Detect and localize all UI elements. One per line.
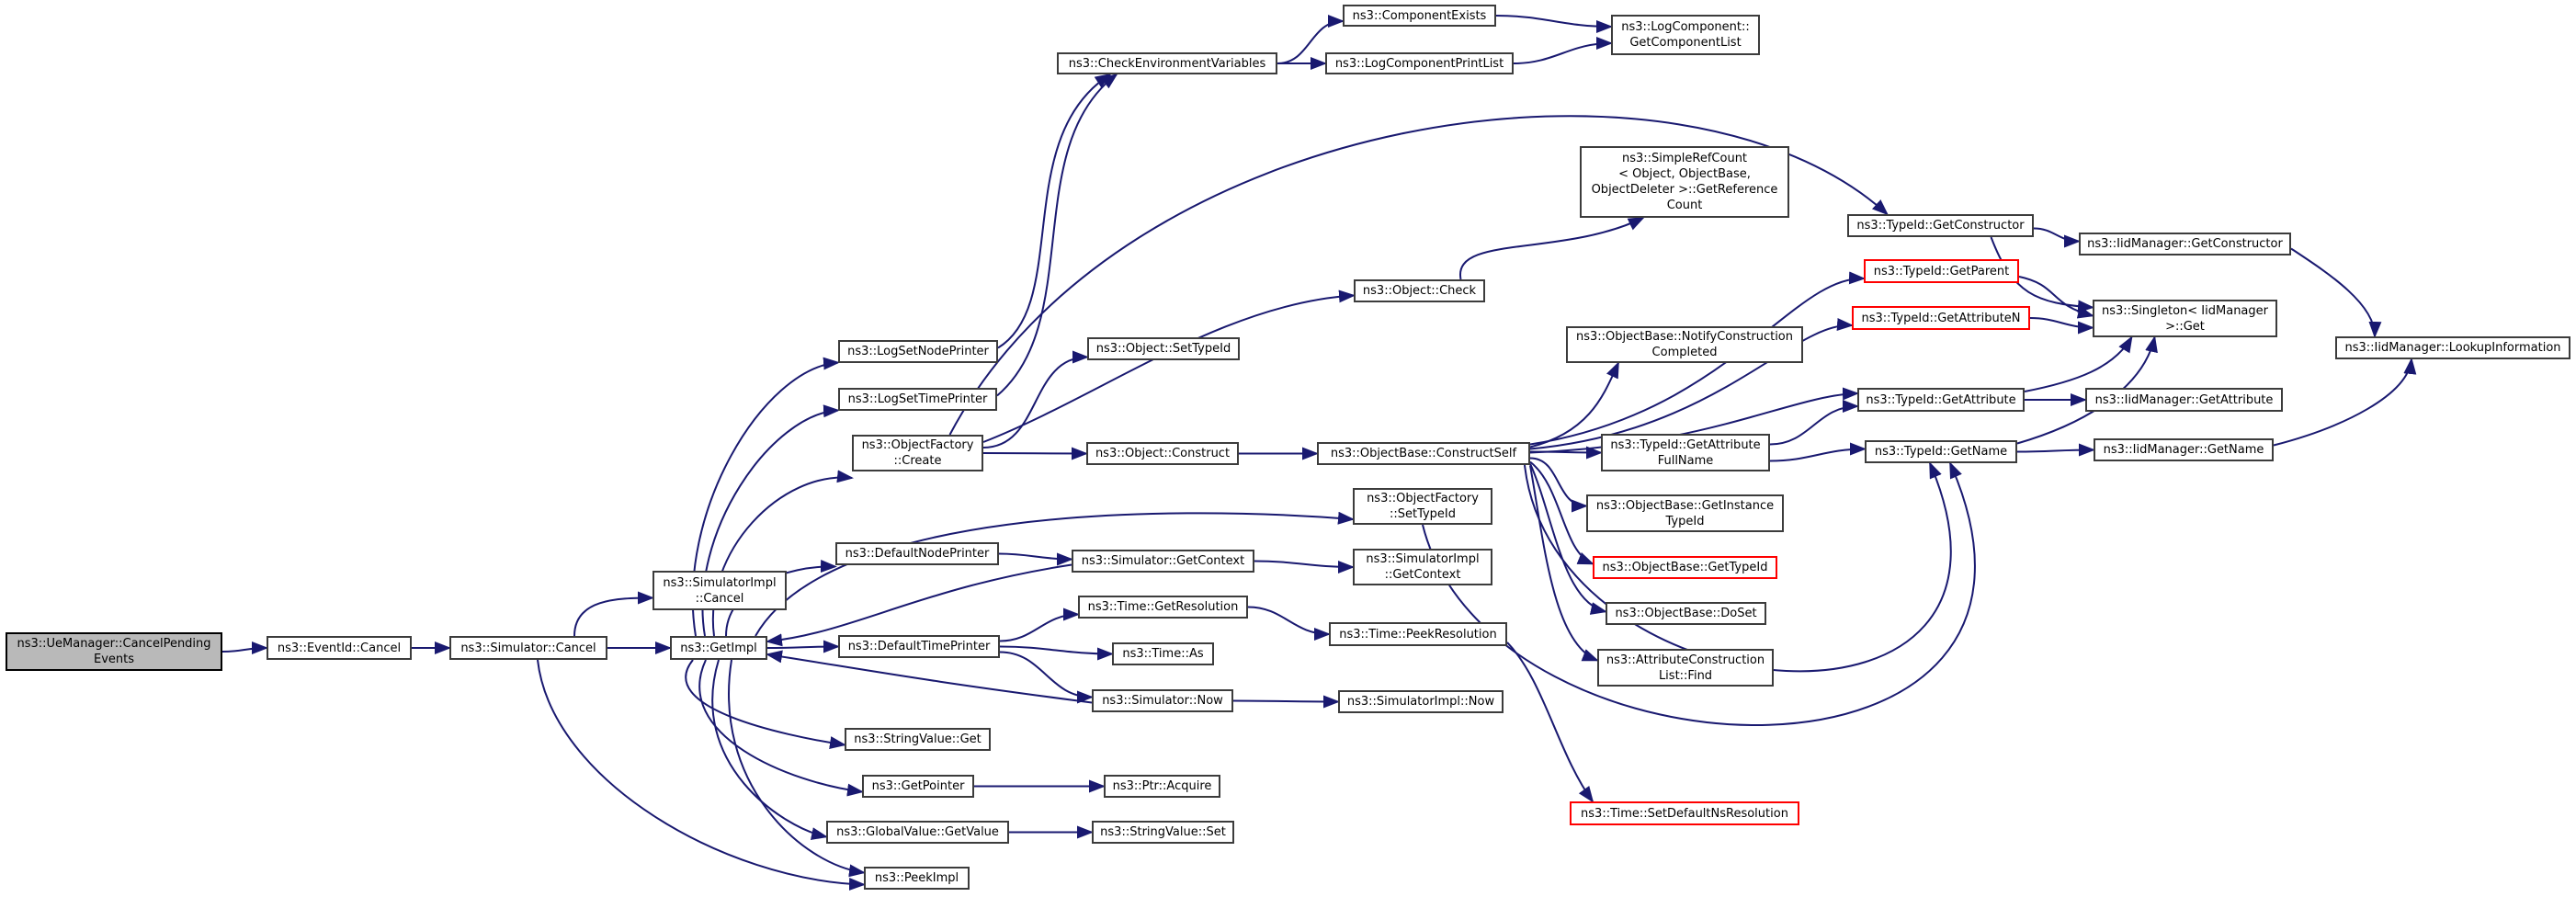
graph-node-label: ns3::ObjectFactory [861,438,974,452]
graph-node-label: ns3::LogSetNodePrinter [847,345,989,358]
graph-node-label: ns3::SimpleRefCount [1621,152,1748,165]
graph-node-label: ns3::Object::SetTypeId [1095,342,1231,356]
graph-node-label: < Object, ObjectBase, [1618,167,1751,181]
graph-node-label: Completed [1651,346,1718,359]
graph-node-label: ns3::TypeId::GetParent [1873,264,2010,278]
graph-node-iid_getname[interactable] [2094,438,2274,461]
graph-node-label: ns3::Object::Construct [1095,447,1231,460]
graph-node-label: ns3::CheckEnvironmentVariables [1068,56,1266,71]
graph-node-label: ::Cancel [695,591,744,606]
graph-node-setdefaultns[interactable] [1570,801,1799,825]
graph-node-label: ns3::UeManager::CancelPending [17,637,211,651]
graph-node-iid_lookup[interactable] [2335,336,2570,359]
graph-node-eventid_cancel[interactable] [267,636,412,660]
graph-node-label: >::Get [2165,319,2205,334]
graph-node-label: Count [1666,199,1703,212]
graph-node-label: ns3::Ptr::Acquire [1112,779,1212,793]
graph-node-defaulttime[interactable] [838,635,1000,658]
graph-node-simimpl_now[interactable] [1338,690,1504,713]
graph-node-iid_getctor[interactable] [2079,233,2291,255]
graph-node-singleton_get[interactable] [2093,300,2277,337]
graph-node-label: ns3::ComponentExists [1352,8,1487,23]
graph-node-label: ::SetTypeId [1389,507,1457,521]
graph-node-doset[interactable] [1606,602,1766,625]
graph-node-label: ns3::GetImpl [680,641,757,655]
graph-node-label: ns3::ObjectBase::DoSet [1615,607,1757,620]
graph-node-time_peekres[interactable] [1329,622,1507,646]
graph-node-label: ns3::TypeId::GetName [1874,445,2008,459]
graph-node-label: ns3::DefaultNodePrinter [845,547,990,561]
graph-node-sim_now[interactable] [1092,689,1233,712]
graph-node-tid_getattr[interactable] [1857,388,2025,412]
graph-node-ptr_acquire[interactable] [1104,775,1220,798]
graph-node-simimpl_getcontext[interactable] [1353,549,1492,585]
graph-node-attrfullname[interactable] [1601,434,1770,471]
graph-node-label: ns3::ObjectBase::GetInstance [1595,498,1775,513]
graph-node-globalget[interactable] [826,821,1009,844]
graph-node-strget[interactable] [845,728,991,751]
graph-node-sim_cancel[interactable] [449,636,607,660]
graph-node-getinstance[interactable] [1586,494,1784,532]
graph-node-label: ObjectDeleter >::GetReference [1591,183,1778,197]
graph-node-label: ns3::Object::Check [1362,284,1477,298]
graph-node-root [6,632,222,671]
graph-node-time_getres[interactable] [1078,596,1248,619]
graph-node-defaultnode[interactable] [835,542,999,565]
graph-node-time_as[interactable] [1112,642,1214,665]
graph-node-notifycc[interactable] [1566,326,1803,363]
graph-node-label: Events [93,653,134,666]
graph-node-label: ns3::ObjectBase::NotifyConstruction [1576,330,1793,344]
graph-node-strset[interactable] [1092,821,1234,844]
graph-node-label: ns3::GetPointer [871,779,965,793]
graph-node-getpointer[interactable] [862,775,974,798]
graph-node-label: ns3::Time::PeekResolution [1339,627,1497,642]
graph-node-label: ::GetContext [1384,568,1461,582]
graph-node-label: ns3::SimulatorImpl::Now [1346,695,1495,709]
graph-node-label: ns3::IidManager::LookupInformation [2344,341,2561,355]
graph-node-label: ::Create [893,454,942,468]
graph-node-of_settypeid[interactable] [1353,488,1492,525]
graph-node-label: FullName [1657,453,1714,468]
graph-node-label: ns3::DefaultTimePrinter [847,640,991,653]
graph-node-label: ns3::ObjectBase::ConstructSelf [1330,447,1517,460]
graph-node-label: TypeId [1665,514,1705,528]
graph-node-attrlist_find[interactable] [1597,649,1774,687]
graph-node-tid_getctor[interactable] [1847,214,2034,237]
graph-node-logsetnode[interactable] [838,340,998,363]
graph-node-label: ns3::ObjectBase::GetTypeId [1602,561,1768,574]
graph-node-label: ns3::Time::SetDefaultNsResolution [1581,806,1788,821]
graph-node-label: ns3::Simulator::Cancel [460,641,596,655]
graph-node-gettypeid[interactable] [1593,556,1777,579]
graph-node-label: ns3::StringValue::Set [1100,825,1226,839]
graph-node-of_create[interactable] [852,435,983,471]
graph-node-tid_getname[interactable] [1865,440,2017,463]
graph-node-label: ns3::IidManager::GetConstructor [2087,237,2283,251]
graph-node-label: ns3::PeekImpl [874,871,959,885]
graph-node-label: ns3::IidManager::GetName [2103,443,2264,457]
graph-node-simplerefcount[interactable] [1580,146,1789,218]
graph-node-label: ns3::ObjectFactory [1367,492,1479,505]
graph-node-constructself[interactable] [1317,442,1530,465]
graph-node-label: ns3::TypeId::GetAttribute [1866,392,2016,407]
graph-node-sim_getcontext[interactable] [1072,550,1254,573]
graph-node-label: ns3::LogComponent:: [1621,20,1750,34]
graph-node-label: ns3::SimulatorImpl [1366,552,1480,566]
graph-node-label: ns3::AttributeConstruction [1606,653,1765,667]
graph-node-label: ns3::Time::GetResolution [1087,600,1239,614]
graph-node-label: ns3::LogComponentPrintList [1334,56,1504,71]
graph-node-label: ns3::StringValue::Get [854,732,982,746]
graph-node-label: ns3::Simulator::Now [1102,694,1223,708]
graph-node-label: ns3::GlobalValue::GetValue [836,825,999,839]
graph-node-obj_construct[interactable] [1086,442,1239,465]
graph-node-getimpl[interactable] [670,636,767,660]
graph-node-checkenv[interactable] [1057,52,1277,74]
graph-node-label: ns3::IidManager::GetAttribute [2094,392,2274,407]
graph-node-obj_check[interactable] [1354,279,1485,302]
graph-node-tid_getparent[interactable] [1864,259,2019,283]
graph-node-tid_getattrn[interactable] [1852,306,2030,330]
graph-node-label: GetComponentList [1629,36,1742,50]
graph-node-label: ns3::Simulator::GetContext [1081,554,1245,568]
graph-node-label: List::Find [1658,668,1713,683]
graph-node-label: ns3::SimulatorImpl [663,575,777,590]
graph-node-compexists[interactable] [1343,5,1496,27]
graph-node-label: ns3::TypeId::GetAttributeN [1861,311,2021,325]
graph-node-getcomplist[interactable] [1611,15,1760,55]
graph-node-iid_getattr[interactable] [2085,388,2283,412]
graph-node-label: ns3::TypeId::GetConstructor [1856,219,2025,233]
graph-node-logsettime[interactable] [838,388,997,411]
graph-node-peekimpl[interactable] [864,867,970,890]
graph-node-label: ns3::LogSetTimePrinter [847,392,988,406]
graph-node-label: ns3::EventId::Cancel [277,641,402,655]
graph-node-label: ns3::Singleton< IidManager [2101,303,2268,318]
graph-node-logprintlist[interactable] [1325,52,1514,74]
graph-node-label: ns3::Time::As [1122,647,1204,661]
graph-node-simimpl_cancel[interactable] [653,571,787,610]
graph-node-obj_settypeid[interactable] [1087,337,1240,360]
graph-node-label: ns3::TypeId::GetAttribute [1610,437,1761,452]
